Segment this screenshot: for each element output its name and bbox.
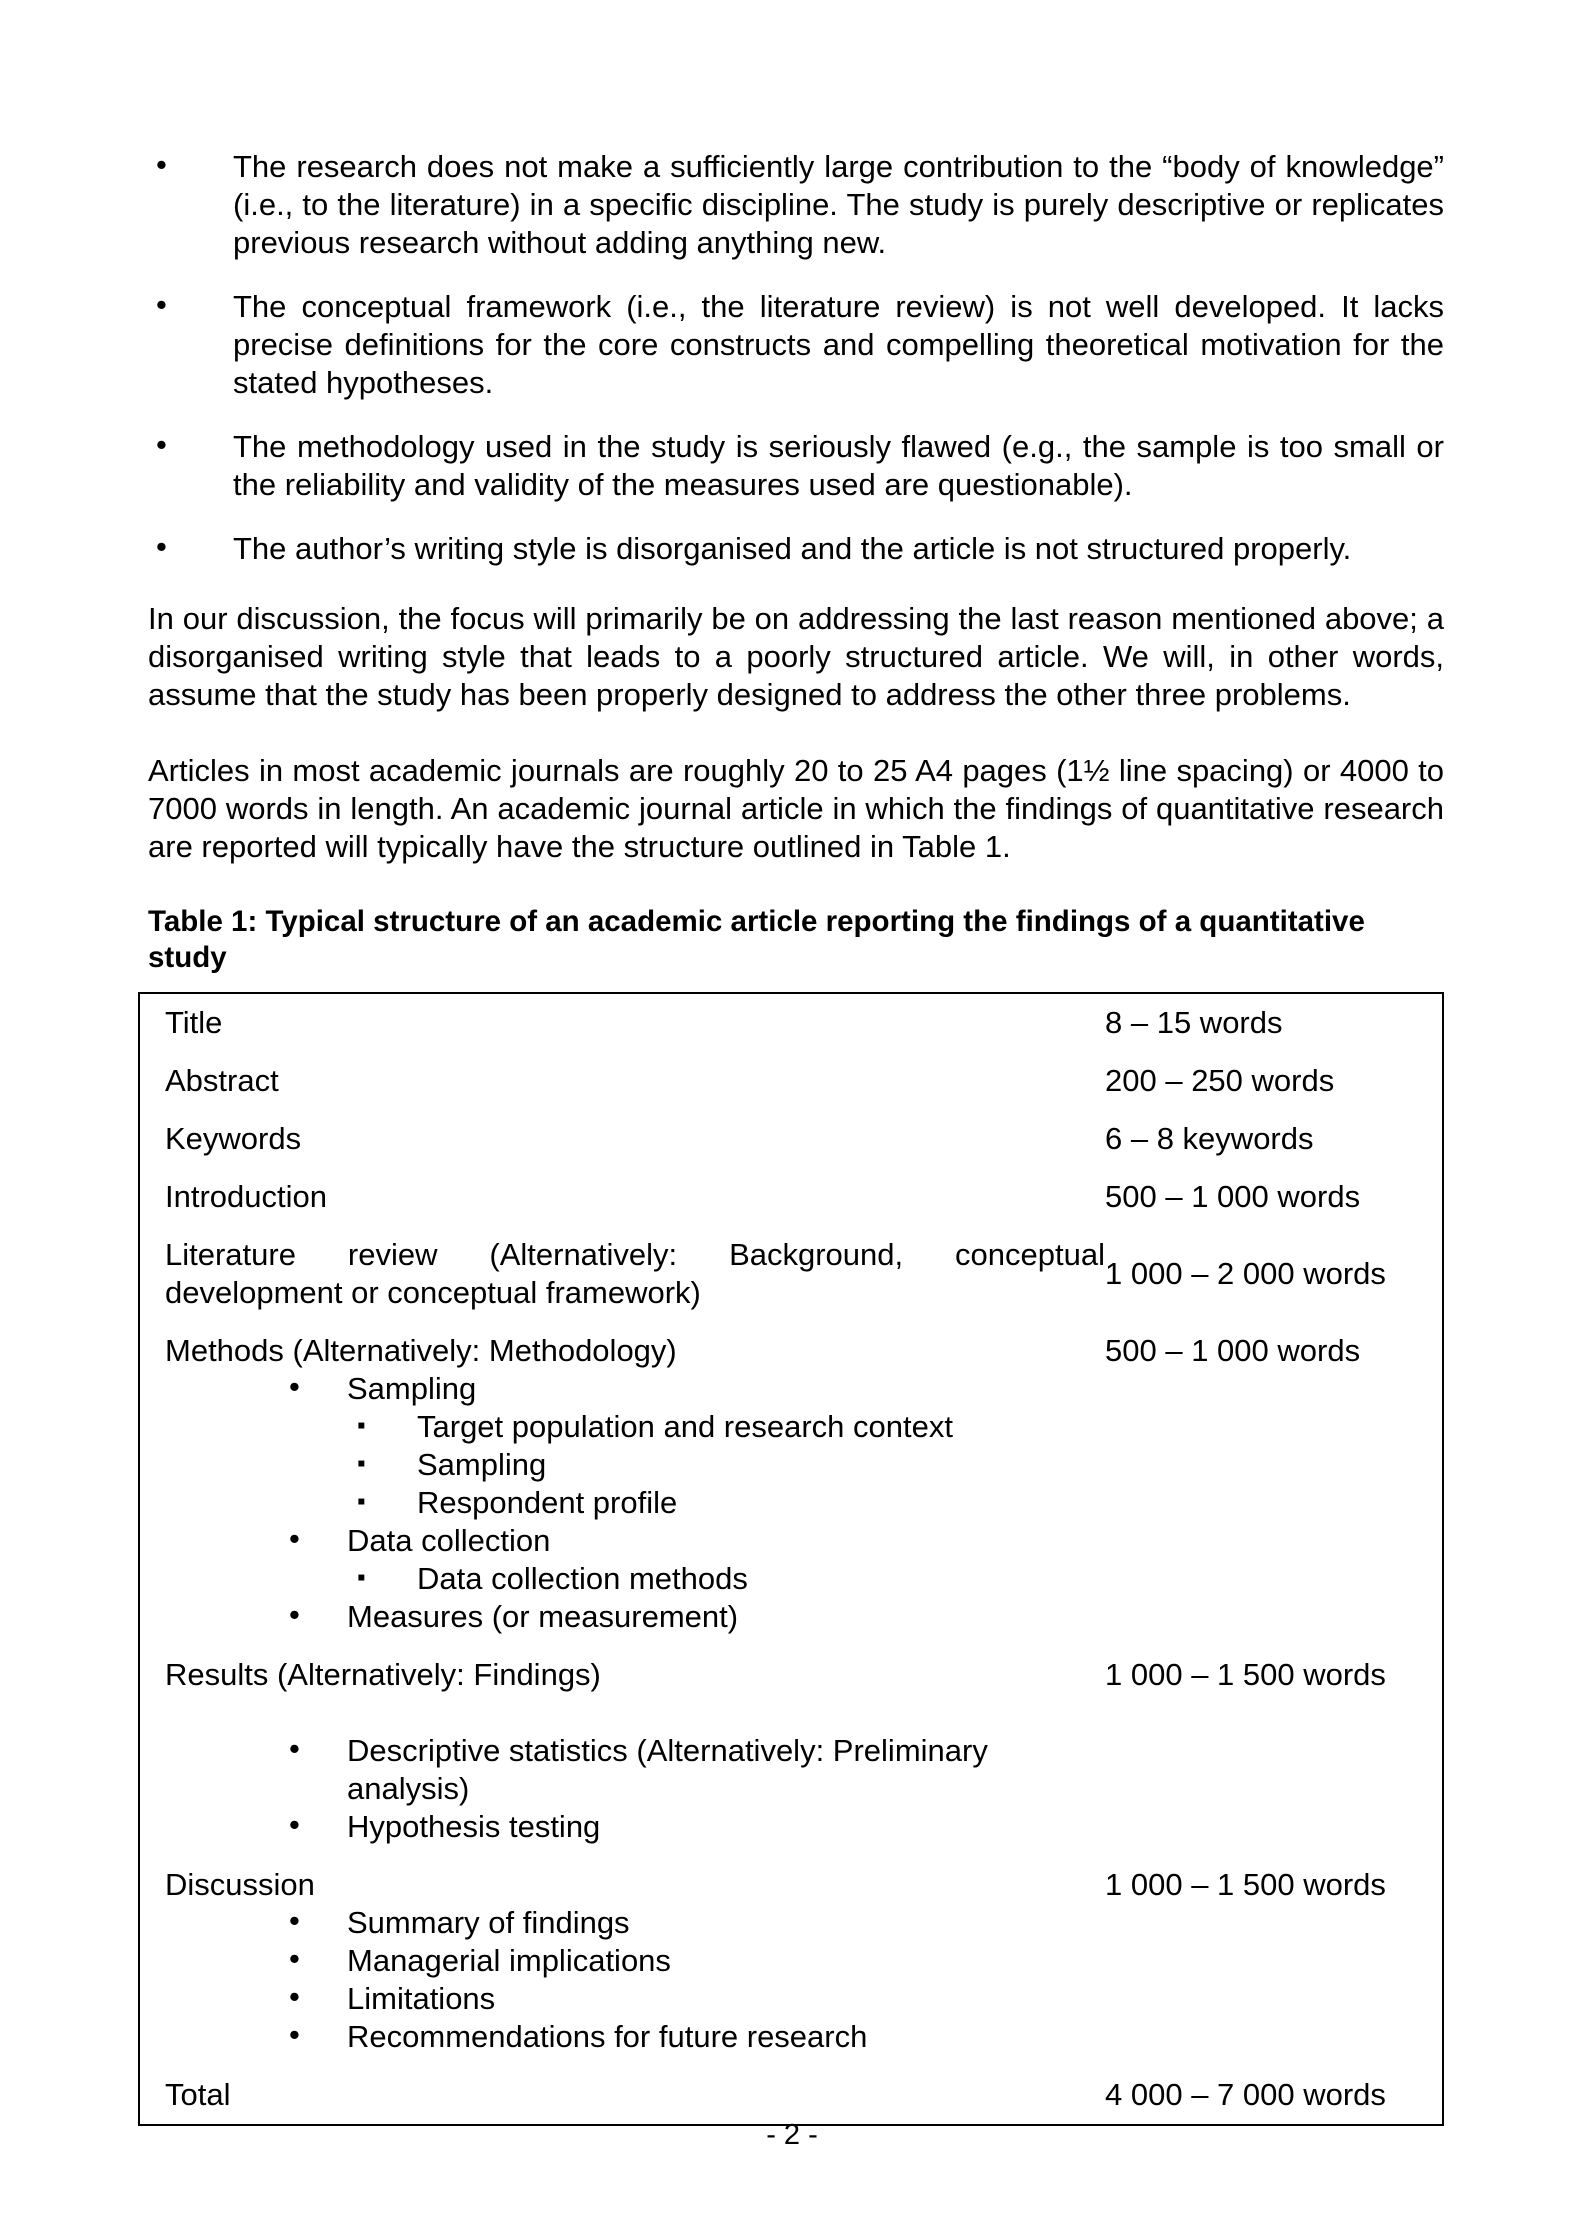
wordcount-cell: 1 000 – 2 000 words [1105,1256,1386,1291]
sub-bullet-item [165,1942,1105,1980]
sub-bullet-text: Data collection [347,1523,551,1558]
sub-bullet-item [165,1370,1105,1408]
table-row [140,1052,1442,1110]
sub-sub-bullet-text: Target population and research context [417,1409,953,1444]
sub-bullet-item [165,2018,1105,2056]
section-cell [140,1332,1105,1636]
sub-sub-bullet-item [165,1560,1105,1598]
table-row [140,1856,1442,2066]
section-label: Literature review (Alternatively: Background, conceptual development or conceptual framework) [165,1237,1105,1310]
sub-sub-bullet-text: Respondent profile [417,1485,678,1520]
sub-bullet-text: Descriptive statistics (Alternatively: Preliminary analysis) [347,1733,988,1806]
section-label: Methods (Alternatively: Methodology) [165,1333,677,1368]
wordcount-cell: 1 000 – 1 500 words [1105,1867,1386,1902]
table-row [140,994,1442,1052]
wordcount-cell: 500 – 1 000 words [1105,1333,1361,1368]
wordcount-cell: 200 – 250 words [1105,1063,1335,1098]
bullet-icon: • [289,1941,300,1976]
table-row [140,1646,1442,1856]
section-label: Keywords [165,1121,302,1156]
wordcount-cell: 1 000 – 1 500 words [1105,1657,1386,1692]
square-bullet-icon: ▪ [357,1564,366,1591]
sub-bullet-item [165,1808,1105,1846]
wordcount-cell: 4 000 – 7 000 words [1105,2077,1386,2112]
spacer [165,1694,1105,1732]
sub-bullet-text: Managerial implications [347,1943,671,1978]
section-label: Title [165,1005,223,1040]
square-bullet-icon: ▪ [357,1488,366,1515]
section-label: Results (Alternatively: Findings) [165,1657,601,1692]
wordcount-cell: 500 – 1 000 words [1105,1179,1361,1214]
bullet-icon: • [156,287,167,322]
bullet-item [148,288,1444,402]
body-paragraph-article-length: Articles in most academic journals are roughly 20 to 25 A4 pages (1½ line spacing) or 4000 to 7000 words in length. An academic journal article in which the findings of quantitative research are reported will typically have the structure outlined in Table 1. [148,753,1444,864]
section-cell [140,1062,1105,1100]
section-label: Discussion [165,1867,315,1902]
table-row [140,1322,1442,1646]
bullet-icon: • [289,1807,300,1842]
bullet-icon: • [156,529,167,564]
sub-bullet-text: Recommendations for future research [347,2019,868,2054]
sub-bullet-item [165,1980,1105,2018]
sub-sub-bullet-item [165,1446,1105,1484]
table-caption: Table 1: Typical structure of an academic article reporting the findings of a quantitative study [148,905,1365,974]
section-cell [140,1236,1105,1312]
sub-bullet-text: Limitations [347,1981,496,2016]
sub-bullet-text: Sampling [347,1371,477,1406]
bullet-icon: • [289,1731,300,1766]
sub-bullet-text: Measures (or measurement) [347,1599,739,1634]
sub-bullet-text: Hypothesis testing [347,1809,601,1844]
table-row [140,1110,1442,1168]
sub-sub-bullet-text: Sampling [417,1447,547,1482]
bullet-icon: • [289,2017,300,2052]
sub-sub-bullet-item [165,1484,1105,1522]
bullet-icon: • [289,1979,300,2014]
structure-table [138,992,1444,2126]
wordcount-cell: 6 – 8 keywords [1105,1121,1314,1156]
bullet-text: The conceptual framework (i.e., the literature review) is not well developed. It lacks precise definitions for the core constructs and compelling theoretical motivation for the stated hypotheses. [233,289,1444,400]
sub-bullet-text: Summary of findings [347,1905,630,1940]
square-bullet-icon: ▪ [357,1412,366,1439]
sub-bullet-item [165,1522,1105,1560]
table-row [140,1226,1442,1322]
bullet-text: The methodology used in the study is seriously flawed (e.g., the sample is too small or the reliability and validity of the measures used are questionable). [233,429,1444,502]
wordcount-cell: 8 – 15 words [1105,1005,1283,1040]
sub-sub-bullet-item [165,1408,1105,1446]
sub-bullet-item [165,1598,1105,1636]
bullet-icon: • [289,1369,300,1404]
bullet-icon: • [289,1521,300,1556]
bullet-item [148,148,1444,262]
bullet-icon: • [156,147,167,182]
section-cell [140,1178,1105,1216]
section-cell [140,1004,1105,1042]
bullet-icon: • [289,1597,300,1632]
page-number: - 2 - [766,2119,818,2151]
bullet-item [148,428,1444,504]
bullet-text: The author’s writing style is disorganised and the article is not structured properly. [233,531,1352,566]
reasons-bullet-list [148,148,1444,568]
section-label: Abstract [165,1063,279,1098]
section-label: Total [165,2077,231,2112]
bullet-icon: • [156,427,167,462]
table-row [140,1168,1442,1226]
bullet-icon: • [289,1903,300,1938]
body-paragraph-discussion-focus: In our discussion, the focus will primarily be on addressing the last reason mentioned above; a disorganised writing style that leads to a poorly structured article. We will, in other words, assume that the study has been properly designed to address the other three problems. [148,601,1444,712]
bullet-item [148,530,1444,568]
sub-sub-bullet-text: Data collection methods [417,1561,748,1596]
square-bullet-icon: ▪ [357,1450,366,1477]
section-cell [140,1656,1105,1846]
page-content [148,148,1444,2126]
sub-bullet-item [165,1732,1105,1808]
sub-bullet-item [165,1904,1105,1942]
section-cell [140,2076,1105,2114]
bullet-text: The research does not make a sufficiently large contribution to the “body of knowledge” (i.e., to the literature) in a specific discipline. The study is purely descriptive or replicates previous research without adding anything new. [233,149,1444,260]
section-cell [140,1866,1105,2056]
section-label: Introduction [165,1179,327,1214]
section-cell [140,1120,1105,1158]
